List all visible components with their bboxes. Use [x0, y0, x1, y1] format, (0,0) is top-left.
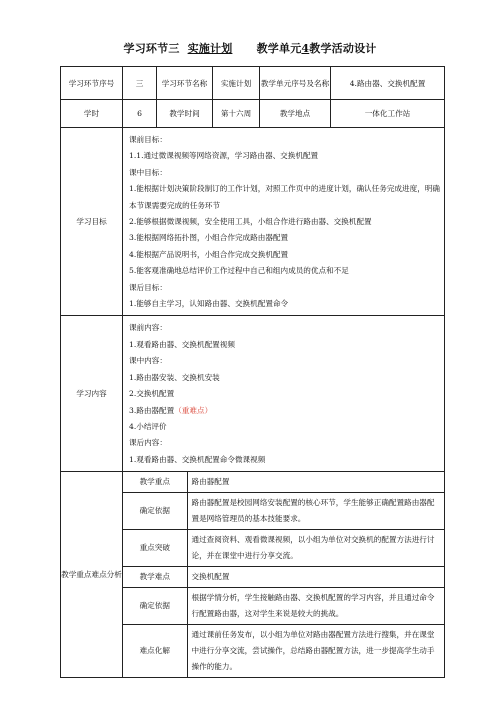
analysis-key: 重点突破 [123, 530, 187, 567]
content-line [129, 403, 440, 419]
content-line-text: 3.路由器配置 [129, 405, 175, 415]
content-line: 课前内容： [129, 323, 167, 333]
value-unit: 4.路由器、交换机配置 [331, 67, 445, 100]
header-row [61, 67, 445, 100]
analysis-key: 确定依据 [123, 588, 187, 625]
content-line: 1.路由器安装、交换机安装 [129, 372, 220, 382]
label-stage-seq: 学习环节序号 [61, 67, 123, 100]
analysis-value: 通过课前任务发布，以小组为单位对路由器配置方法进行搜集，并在课堂中进行分享交流，尝试操作，总结路由器配置方法，进一步提高学生动手操作的能力。 [187, 625, 444, 678]
title-part-unit: 教学单元 [256, 42, 302, 55]
content-line: 2.交换机配置 [129, 389, 175, 399]
analysis-key: 确定依据 [123, 493, 187, 530]
goals-line: 4.能根据产品说明书，小组合作完成交换机配置 [129, 249, 289, 259]
label-content: 学习内容 [61, 316, 123, 472]
goals-content [123, 128, 445, 316]
analysis-key: 难点化解 [123, 625, 187, 678]
content-line: 1.观看路由器、交换机配置视频 [129, 339, 235, 349]
analysis-key: 教学难点 [123, 567, 187, 588]
goals-line: 1.能根据计划决策阶段制订的工作计划，对照工作页中的进度计划，确认任务完成进度，明确本节课需要完成的任务环节 [129, 184, 440, 210]
goals-line: 课中目标： [129, 167, 167, 177]
title-part-stage: 学习环节三 [123, 42, 180, 55]
analysis-value: 交换机配置 [187, 567, 444, 588]
analysis-content [123, 472, 445, 678]
analysis-value: 根据学情分析，学生接触路由器、交换机配置的学习内容，并且通过命令行配置路由器，这对学生来说是较大的挑战。 [187, 588, 444, 625]
goals-line: 2.能够根据微课视频，安全使用工具，小组合作进行路由器、交换机配置 [129, 217, 372, 227]
key-difficulty-marker: （重难点） [174, 405, 213, 415]
label-analysis: 教学重点难点分析 [61, 472, 123, 678]
value-hours: 6 [123, 100, 157, 128]
goals-line: 1.1.通过微课视频等网络资源，学习路由器、交换机配置 [129, 151, 319, 161]
goals-row [61, 128, 445, 316]
activity-design-table [60, 66, 445, 678]
analysis-table [123, 472, 444, 677]
label-goals: 学习目标 [61, 128, 123, 316]
content-line: 4.小结评价 [129, 421, 167, 431]
content-content [123, 316, 445, 472]
value-place: 一体化工作站 [331, 100, 445, 128]
label-stage-name: 学习环节名称 [157, 67, 213, 100]
analysis-key: 教学重点 [123, 472, 187, 493]
value-stage-seq: 三 [123, 67, 157, 100]
goals-line: 3.能根据网络拓扑图，小组合作完成路由器配置 [129, 233, 289, 243]
analysis-value: 通过查阅资料、观看微课视频，以小组为单位对交换机的配置方法进行讨论，并在课堂中进行分享交流。 [187, 530, 444, 567]
title-part-plan: 实施计划 [187, 42, 233, 55]
analysis-row-item [123, 567, 444, 588]
content-line: 课后内容： [129, 438, 167, 448]
analysis-row [61, 472, 445, 678]
goals-line: 课前目标： [129, 135, 167, 144]
value-time: 第十六周 [213, 100, 260, 128]
label-unit: 教学单元序号及名称 [260, 67, 331, 100]
title-unit-number: 4 [301, 42, 310, 55]
time-row [61, 100, 445, 128]
analysis-row-item [123, 472, 444, 493]
analysis-row-item [123, 493, 444, 530]
content-row [61, 316, 445, 472]
label-time: 教学时间 [157, 100, 213, 128]
analysis-row-item [123, 625, 444, 678]
analysis-value: 路由器配置是校园网络安装配置的核心环节，学生能够正确配置路由器配置是网络管理员的基本技能要求。 [187, 493, 444, 530]
goals-line: 课后目标： [129, 282, 167, 292]
document-title [0, 40, 500, 56]
content-line: 课中内容： [129, 356, 167, 366]
title-part-design: 教学活动设计 [309, 42, 377, 55]
goals-line: 5.能客观准确地总结评价工作过程中自己和组内成员的优点和不足 [129, 266, 349, 276]
analysis-row-item [123, 588, 444, 625]
analysis-value: 路由器配置 [187, 472, 444, 493]
value-stage-name: 实施计划 [213, 67, 260, 100]
analysis-row-item [123, 530, 444, 567]
content-line: 1.观看路由器、交换机配置命令微课视频 [129, 454, 266, 464]
goals-line: 1.能够自主学习，认知路由器、交换机配置命令 [129, 299, 289, 309]
label-hours: 学时 [61, 100, 123, 128]
label-place: 教学地点 [260, 100, 331, 128]
